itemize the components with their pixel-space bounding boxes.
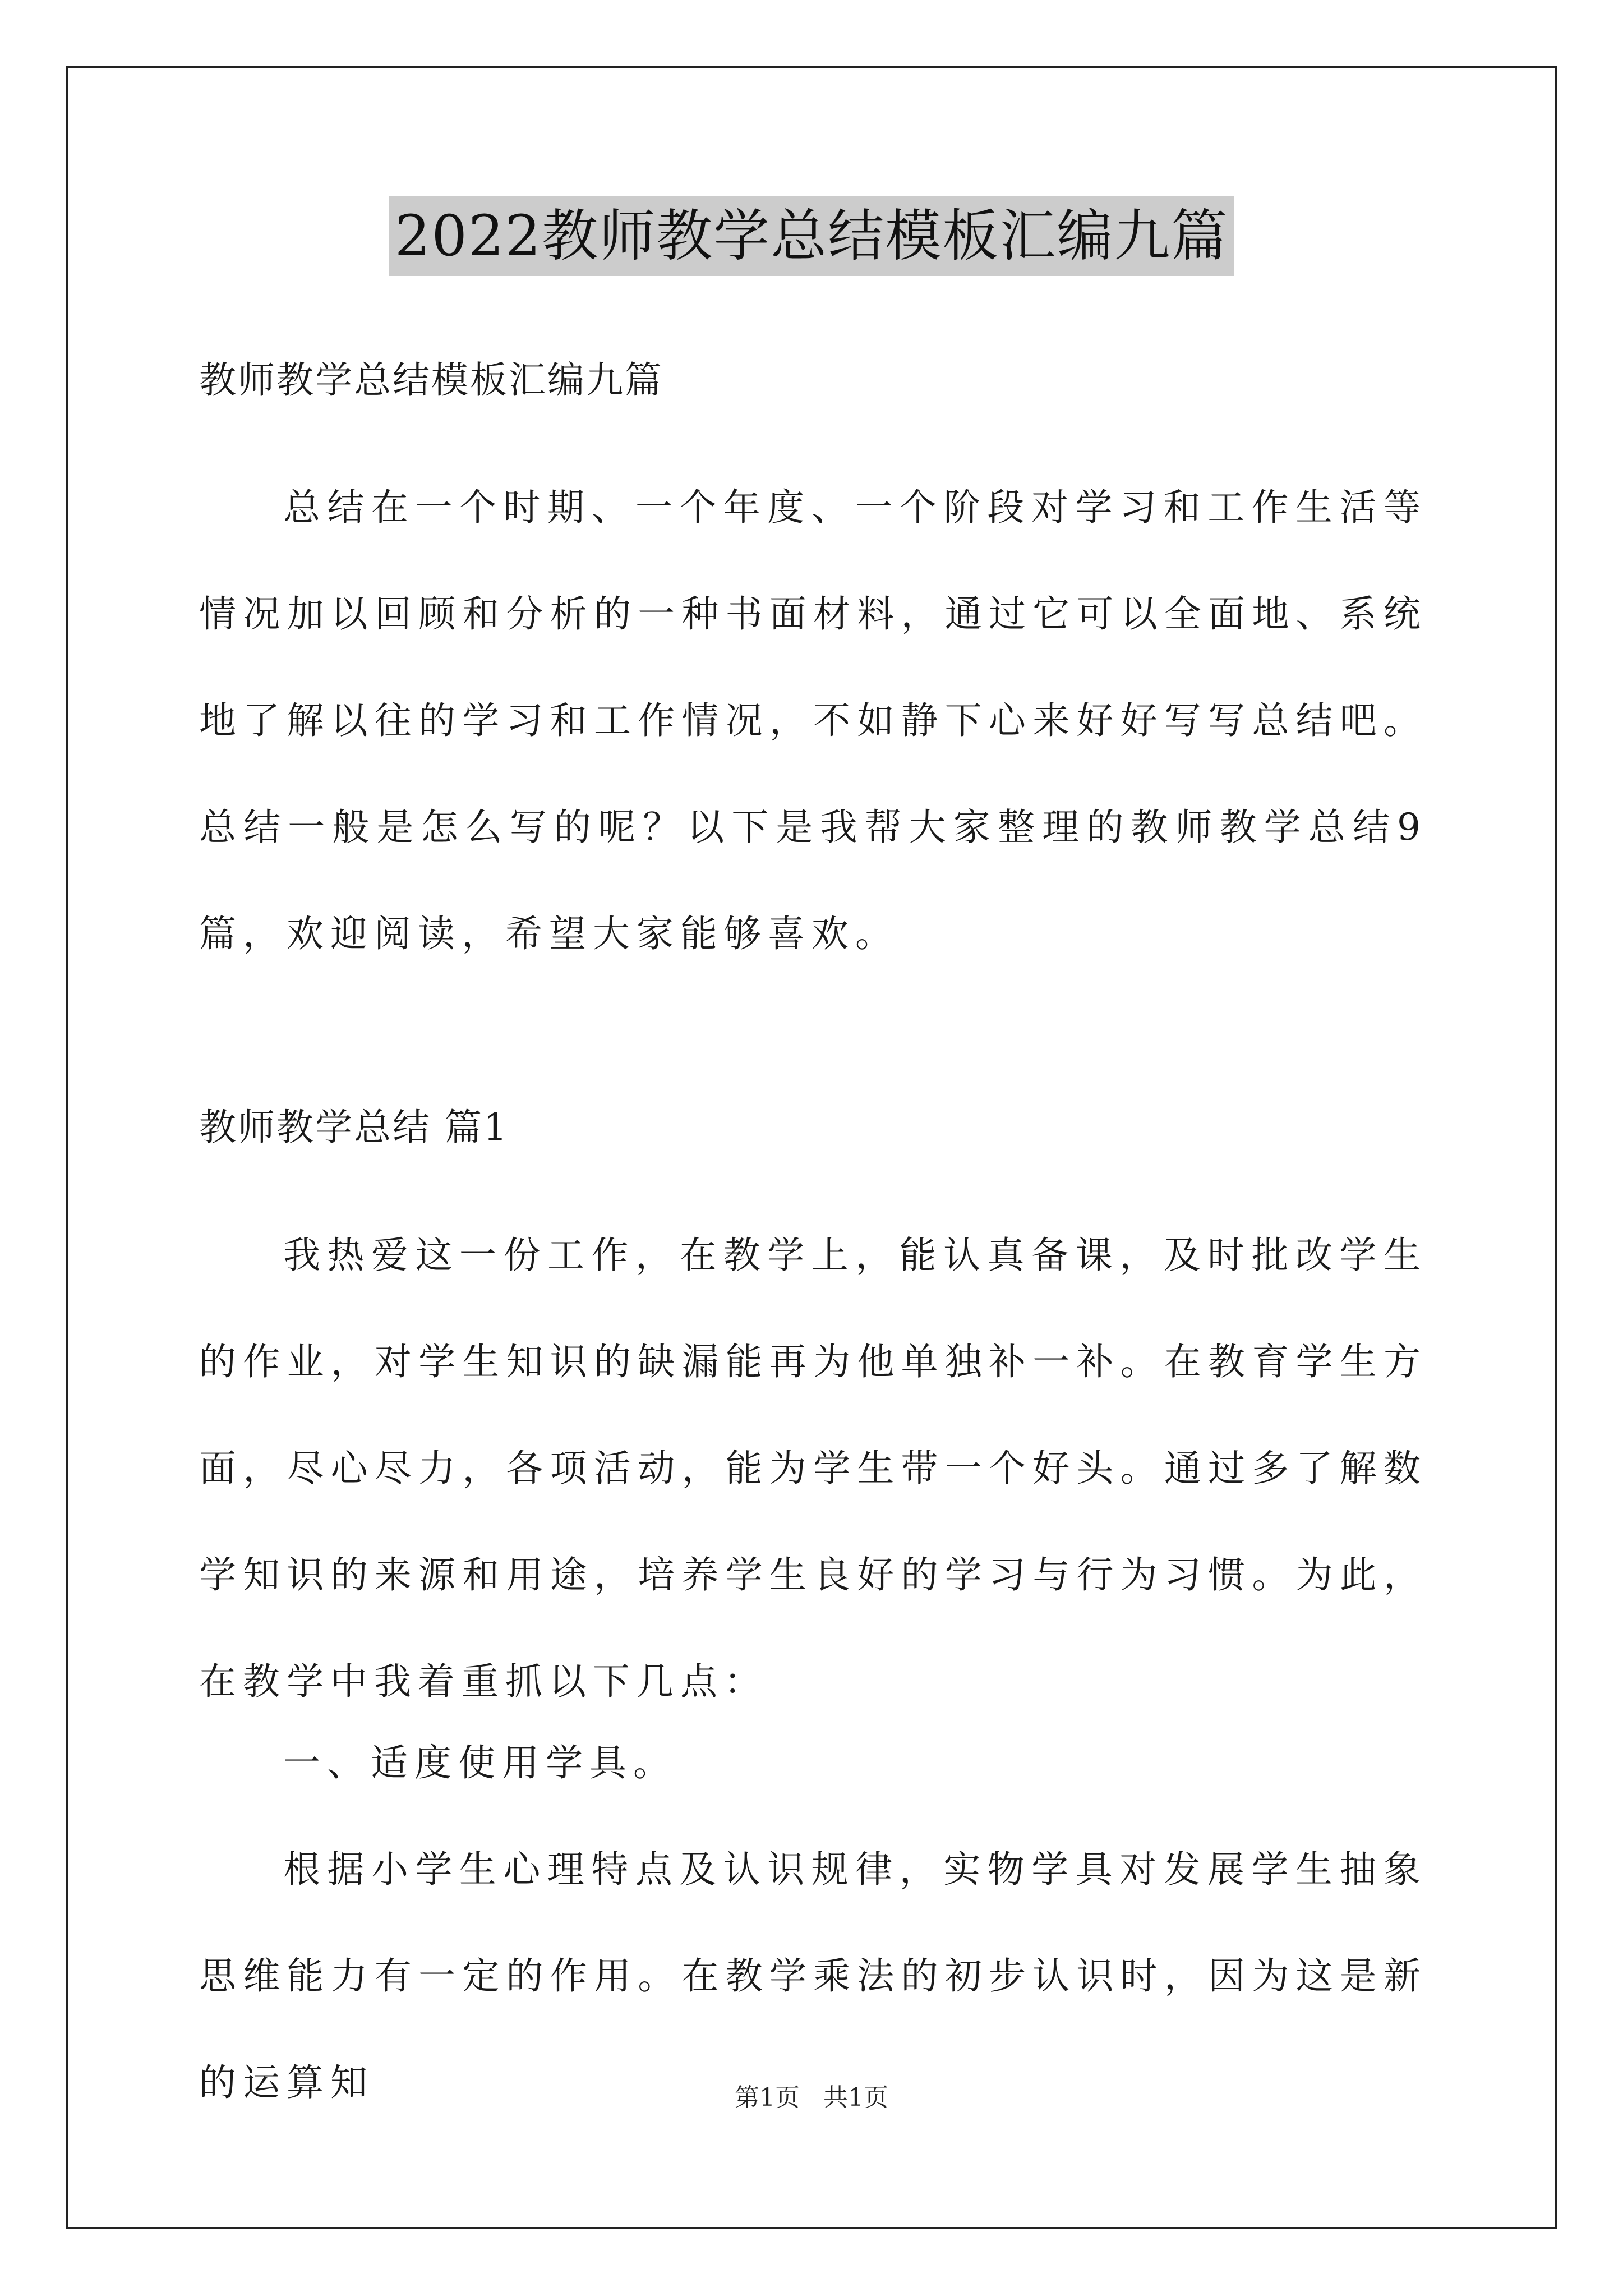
paragraph-2: 根据小学生心理特点及认识规律，实物学具对发展学生抽象思维能力有一定的作用。在教学乘法的初步认识时，因为这是新的运算知: [199, 1848, 1427, 2104]
page-footer: [0, 2081, 1623, 2115]
page-number: 第1页: [735, 2083, 800, 2112]
paragraph-1: 我热爱这一份工作，在教学上，能认真备课，及时批改学生的作业，对学生知识的缺漏能再为他单独补一补。在教育学生方面，尽心尽力，各项活动，能为学生带一个好头。通过多了解数学知识的来源和用途，培养学生良好的学习与行为习惯。为此，在教学中我着重抓以下几点：: [199, 1234, 1427, 1703]
title-container: [0, 196, 1623, 276]
document-title: 2022教师教学总结模板汇编九篇: [389, 196, 1234, 276]
intro-paragraph: 总结在一个时期、一个年度、一个阶段对学习和工作生活等情况加以回顾和分析的一种书面材料，通过它可以全面地、系统地了解以往的学习和工作情况，不如静下心来好好写写总结吧。总结一般是怎么写的呢？以下是我帮大家整理的教师教学总结9篇，欢迎阅读，希望大家能够喜欢。: [199, 486, 1427, 955]
page-total: 共1页: [823, 2083, 888, 2112]
section-heading: 教师教学总结 篇1: [199, 1106, 509, 1149]
document-subtitle: 教师教学总结模板汇编九篇: [199, 358, 663, 402]
point-1: 一、适度使用学具。: [283, 1741, 677, 1784]
